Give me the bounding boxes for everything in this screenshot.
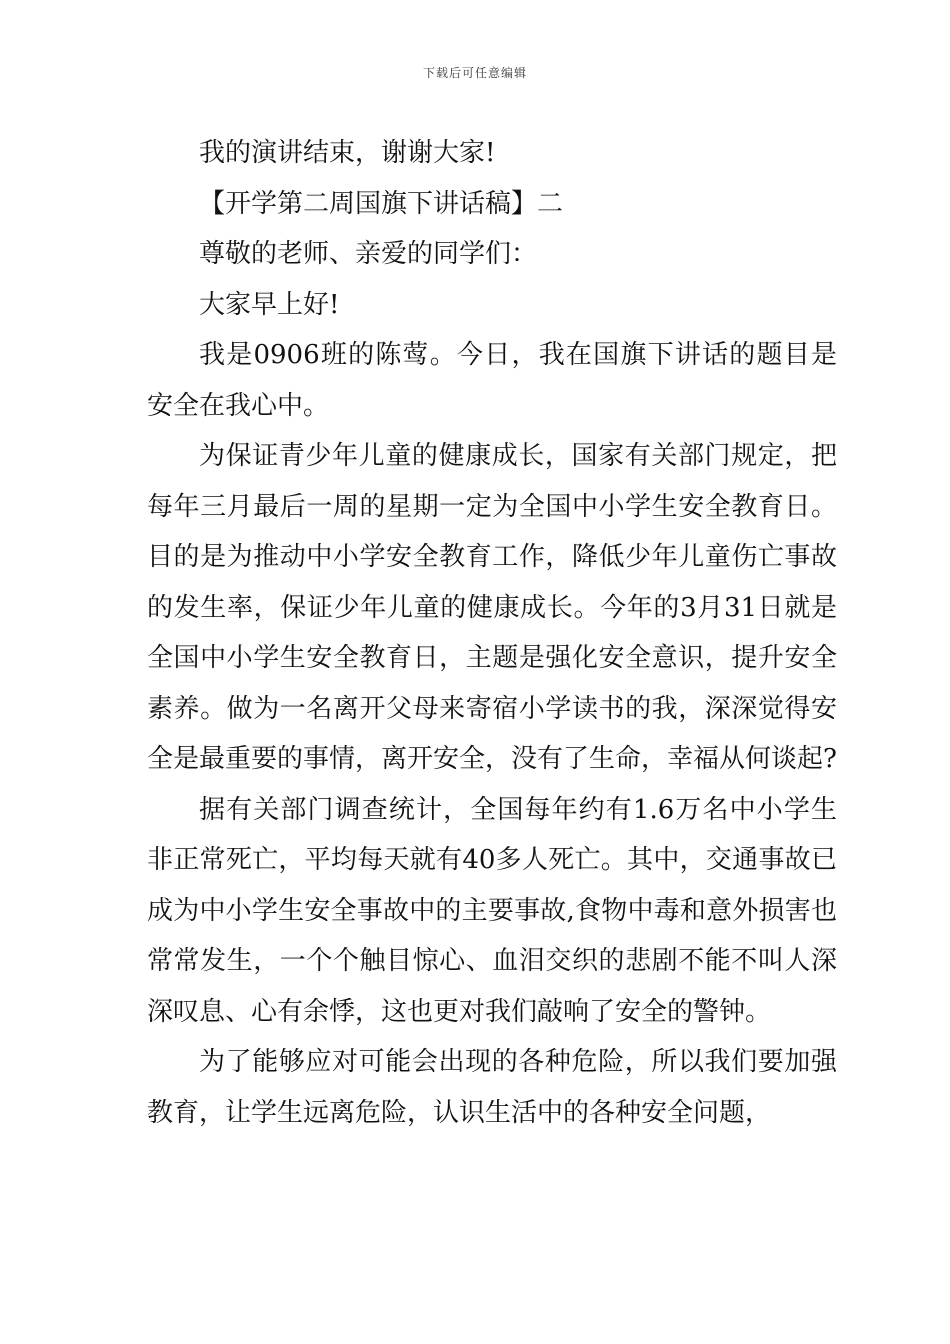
salutation: 尊敬的老师、亲爱的同学们： — [199, 239, 538, 269]
speech-title: 【开学第二周国旗下讲话稿】二 — [199, 188, 564, 219]
page-header: 下载后可任意编辑 — [422, 66, 527, 80]
greeting: 大家早上好! — [199, 289, 340, 320]
document-body — [147, 128, 837, 1138]
paragraph-statistics: 据有关部门调查统计，全国每年约有1.6万名中小学生非正常死亡，平均每天就有40多人死亡。其中，交通事故已成为中小学生安全事故中的主要事故,食物中毒和意外损害也常常发生，一个个触目惊心、血泪交织的悲剧不能不叫人深深叹息、心有余悸，这也更对我们敲响了安全的警钟。 — [147, 794, 837, 1027]
closing-line: 我的演讲结束，谢谢大家! — [199, 138, 496, 168]
paragraph-intro: 我是0906班的陈莺。今日，我在国旗下讲话的题目是安全在我心中。 — [147, 340, 837, 421]
paragraph-safety-day: 为保证青少年儿童的健康成长，国家有关部门规定，把每年三月最后一周的星期一定为全国中小学生安全教育日。目的是为推动中小学安全教育工作，降低少年儿童伤亡事故的发生率，保证少年儿童的健康成长。今年的3月31日就是全国中小学生安全教育日，主题是强化安全意识，提升安全素养。做为一名离开父母来寄宿小学读书的我，深深觉得安全是最重要的事情，离开安全，没有了生命，幸福从何谈起? — [147, 441, 837, 774]
paragraph-education: 为了能够应对可能会出现的各种危险，所以我们要加强教育，让学生远离危险，认识生活中的各种安全问题， — [147, 1047, 837, 1128]
